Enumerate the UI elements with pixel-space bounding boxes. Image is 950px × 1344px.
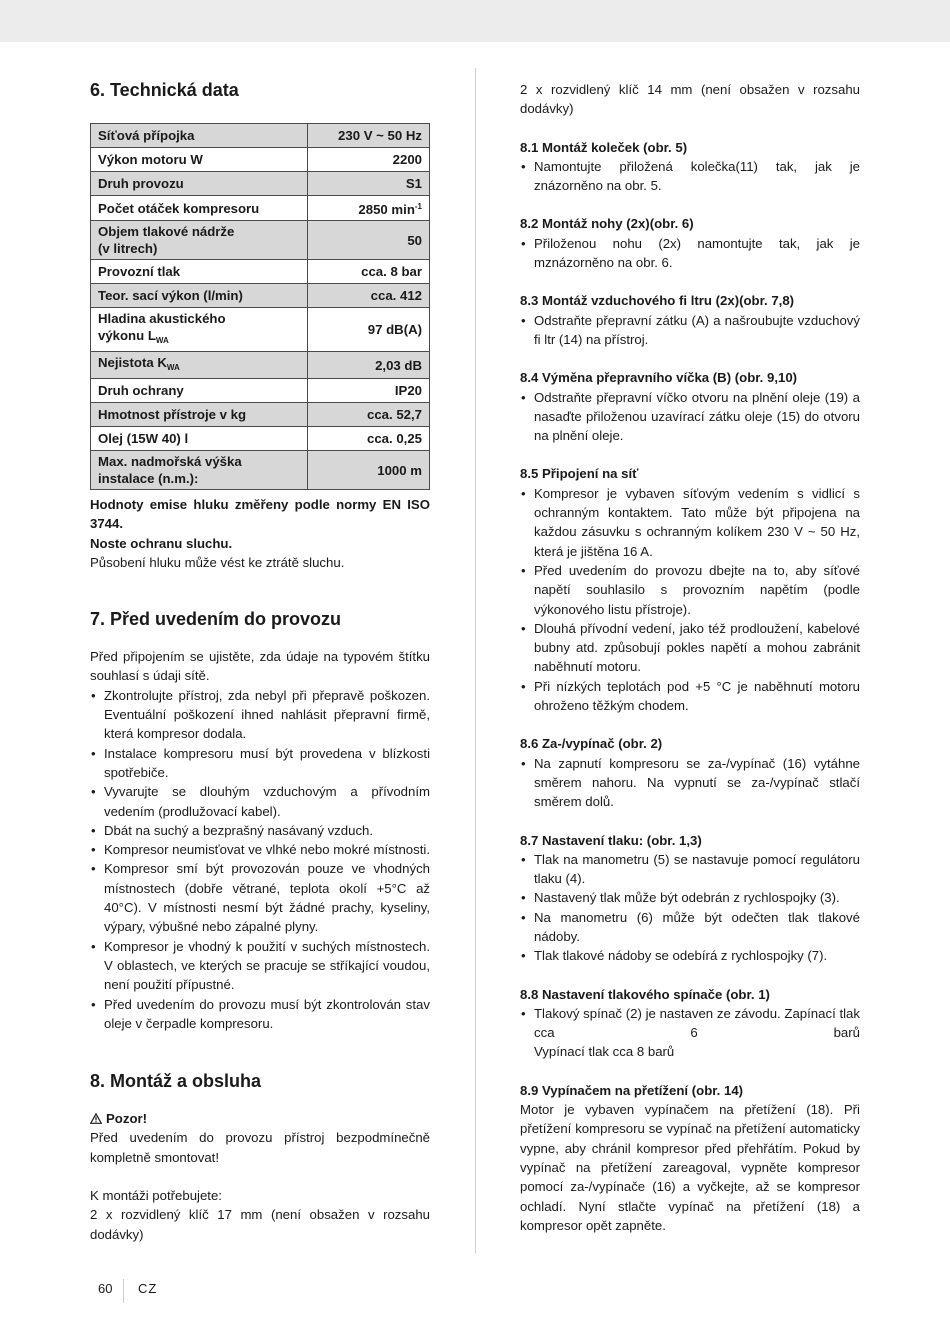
row-label: Druh ochrany bbox=[91, 379, 308, 403]
row-label: Hladina akustického výkonu $L_{WA}$ bbox=[91, 308, 308, 352]
noise-note: Hodnoty emise hluku změřeny podle normy EN ISO 3744. bbox=[90, 497, 430, 532]
tool-17mm: 2 x rozvidlený klíč 17 mm (není obsažen v rozsahu dodávky) bbox=[90, 1207, 430, 1242]
section-8-9-text: Motor je vybaven vypínačem na přetížení (18). Při přetížení kompresoru se vypínač na přetížení automaticky vypne, aby chránil kompresor před přehřátím. Pokud by vypínač na přetížení zareagoval, vypněte kompresor pomocí za-/vypínače (16) a vyčkejte, až se kompresor ochladí. Nyní stlačte vypínač na přetížení (18) a kompresor opět zapněte. bbox=[520, 1102, 860, 1233]
row-label: Druh provozu bbox=[91, 172, 308, 196]
section-8-1-title: 8.1 Montáž koleček (obr. 5) bbox=[520, 139, 688, 155]
row-label: Olej (15W 40) l bbox=[91, 427, 308, 451]
list-item: • Kompresor smí být provozován pouze ve vhodných místnostech (dobře větrané, teplota okolí +5°C až 40°C). V místnosti nesmí být žádné prachy, kyseliny, výpary, výbušné nebo zápalné plyny. bbox=[90, 859, 430, 936]
row-value: cca. 8 bar bbox=[308, 260, 430, 284]
row-label: Síťová přípojka bbox=[91, 124, 308, 148]
row-value: 2850 $\min^{-1}$ bbox=[308, 196, 430, 221]
table-row bbox=[91, 260, 430, 284]
section-6-title: 6. Technická data bbox=[90, 80, 239, 100]
section-8-7-title: 8.7 Nastavení tlaku: (obr. 1,3) bbox=[520, 832, 702, 848]
table-row bbox=[91, 196, 430, 221]
list-item: • Nastavený tlak může být odebrán z rychlospojky (3). bbox=[520, 888, 860, 907]
section-8-7-list bbox=[520, 850, 860, 966]
table-row bbox=[91, 221, 430, 260]
table-row bbox=[91, 352, 430, 379]
tools-needed: K montáži potřebujete: bbox=[90, 1188, 222, 1204]
section-8-2-list bbox=[520, 234, 860, 273]
table-row bbox=[91, 124, 430, 148]
table-row bbox=[91, 284, 430, 308]
list-item: • Při nízkých teplotách pod +5 °C je naběhnutí motoru ohroženo těžkým chodem. bbox=[520, 677, 860, 716]
row-value: IP20 bbox=[308, 379, 430, 403]
list-item: • Instalace kompresoru musí být provedena v blízkosti spotřebiče. bbox=[90, 744, 430, 783]
list-item: • Dlouhá přívodní vedení, jako též prodloužení, kabelové bubny atd. způsobují pokles napětí a mohou zabránit naběhnutí motoru. bbox=[520, 619, 860, 677]
list-item: • Přiloženou nohu (2x) namontujte tak, jak je mznázorněno na obr. 6. bbox=[520, 234, 860, 273]
section-8-1-list bbox=[520, 157, 860, 196]
section-8-4-title: 8.4 Výměna přepravního víčka (B) (obr. 9,10) bbox=[520, 370, 798, 386]
footer-divider bbox=[123, 1279, 124, 1303]
list-item: • Kompresor je vybaven síťovým vedením s vidlicí s ochranným kontaktem. Tato může být připojena na každou zásuvku s ochranným kolíkem 230 V ~ 50 Hz, která je jištěna 16 A. bbox=[520, 484, 860, 561]
table-row bbox=[91, 451, 430, 490]
row-label: Hmotnost přístroje v kg bbox=[91, 403, 308, 427]
list-item: • Před uvedením do provozu dbejte na to, aby síťové napětí souhlasilo s provozním napětím (podle výkonového listu přístroje). bbox=[520, 561, 860, 619]
right-column bbox=[520, 80, 860, 1235]
table-row bbox=[91, 379, 430, 403]
row-value: 2200 bbox=[308, 148, 430, 172]
noise-warning: Působení hluku může vést ke ztrátě sluchu. bbox=[90, 554, 345, 570]
warning-triangle-icon bbox=[90, 1110, 102, 1121]
row-value: S1 bbox=[308, 172, 430, 196]
table-row bbox=[91, 172, 430, 196]
row-label: Počet otáček kompresoru bbox=[91, 196, 308, 221]
section-7-list bbox=[90, 686, 430, 1033]
list-item: • Tlak tlakové nádoby se odebírá z rychlospojky (7). bbox=[520, 946, 860, 965]
list-item: • Odstraňte přepravní zátku (A) a našroubujte vzduchový fi ltr (14) na přístroj. bbox=[520, 311, 860, 350]
list-item: • Zkontrolujte přístroj, zda nebyl při přepravě poškozen. Eventuální poškození ihned nahlásit přepravní firmě, která kompresor dodala. bbox=[90, 686, 430, 744]
language-code: CZ bbox=[138, 1281, 158, 1296]
section-8-6-list bbox=[520, 754, 860, 812]
section-7-intro: Před připojením se ujistěte, zda údaje na typovém štítku souhlasí s údaji sítě. bbox=[90, 649, 430, 684]
list-item: • Na zapnutí kompresoru se za-/vypínač (16) vytáhne směrem nahoru. Na vypnutí se za-/vypínač stlačí směrem dolů. bbox=[520, 754, 860, 812]
hearing-protection-note: Noste ochranu sluchu. bbox=[90, 535, 233, 551]
section-8-4-list bbox=[520, 388, 860, 446]
warning-text: Před uvedením do provozu přístroj bezpodmínečně kompletně smontovat! bbox=[90, 1130, 430, 1165]
row-value: cca. 0,25 bbox=[308, 427, 430, 451]
row-label: Provozní tlak bbox=[91, 260, 308, 284]
column-divider bbox=[475, 68, 476, 1253]
page-number: 60 bbox=[98, 1281, 113, 1296]
section-8-8-list bbox=[520, 1004, 860, 1062]
table-row bbox=[91, 403, 430, 427]
row-value: 230 V ~ 50 Hz bbox=[308, 124, 430, 148]
left-column bbox=[90, 70, 430, 1244]
section-8-8-title: 8.8 Nastavení tlakového spínače (obr. 1) bbox=[520, 986, 770, 1002]
section-8-5-title: 8.5 Připojení na síť bbox=[520, 466, 639, 482]
section-8-3-title: 8.3 Montáž vzduchového fi ltru (2x)(obr. 7,8) bbox=[520, 293, 795, 309]
row-label: Teor. sací výkon (l/min) bbox=[91, 284, 308, 308]
list-item: • Před uvedením do provozu musí být zkontrolován stav oleje v čerpadle kompresoru. bbox=[90, 995, 430, 1034]
list-item: • Dbát na suchý a bezprašný nasávaný vzduch. bbox=[90, 821, 430, 840]
list-item: • Namontujte přiložená kolečka(11) tak, jak je znázorněno na obr. 5. bbox=[520, 157, 860, 196]
tool-14mm: 2 x rozvidlený klíč 14 mm (není obsažen v rozsahu dodávky) bbox=[520, 82, 860, 117]
row-value: cca. 412 bbox=[308, 284, 430, 308]
section-8-6-title: 8.6 Za-/vypínač (obr. 2) bbox=[520, 736, 663, 752]
row-label: Výkon motoru W bbox=[91, 148, 308, 172]
list-item: • Odstraňte přepravní víčko otvoru na plnění oleje (19) a nasaďte přiloženou uzavírací zátku oleje (15) do otvoru na plnění oleje. bbox=[520, 388, 860, 446]
row-label: Objem tlakové nádrže (v litrech) bbox=[91, 221, 308, 260]
top-bar bbox=[0, 0, 950, 42]
table-row bbox=[91, 148, 430, 172]
warning-heading: Pozor! bbox=[90, 1109, 430, 1128]
page-footer bbox=[98, 1281, 158, 1296]
section-8-5-list bbox=[520, 484, 860, 716]
table-row bbox=[91, 427, 430, 451]
list-item: • Na manometru (6) může být odečten tlak tlakové nádoby. bbox=[520, 908, 860, 947]
section-8-9-title: 8.9 Vypínačem na přetížení (obr. 14) bbox=[520, 1082, 744, 1098]
row-value: cca. 52,7 bbox=[308, 403, 430, 427]
section-8-title: 8. Montáž a obsluha bbox=[90, 1071, 262, 1092]
row-label: Max. nadmořská výška instalace (n.m.): bbox=[91, 451, 308, 490]
list-item: • Tlak na manometru (5) se nastavuje pomocí regulátoru tlaku (4). bbox=[520, 850, 860, 889]
row-value: 1000 m bbox=[308, 451, 430, 490]
row-value: 2,03 dB bbox=[308, 352, 430, 379]
row-value: 97 dB(A) bbox=[308, 308, 430, 352]
section-7-title: 7. Před uvedením do provozu bbox=[90, 609, 342, 630]
list-item: • Kompresor neumisťovat ve vlhké nebo mokré místnosti. bbox=[90, 840, 430, 859]
section-8-3-list bbox=[520, 311, 860, 350]
row-value: 50 bbox=[308, 221, 430, 260]
list-item: • Kompresor je vhodný k použití v suchých místnostech. V oblastech, ve kterých se pracuje se stříkající voudou, není použití přípustné. bbox=[90, 937, 430, 995]
table-row bbox=[91, 308, 430, 352]
tech-data-table bbox=[90, 123, 430, 490]
list-item: • Vyvarujte se dlouhým vzduchovým a přívodním vedením (prodlužovací kabel). bbox=[90, 782, 430, 821]
list-item: • Tlakový spínač (2) je nastaven ze závodu. Zapínací tlak cca 6 barů Vypínací tlak cca 8 barů bbox=[520, 1004, 860, 1062]
section-8-2-title: 8.2 Montáž nohy (2x)(obr. 6) bbox=[520, 216, 694, 232]
row-label: Nejistota $K_{WA}$ bbox=[91, 352, 308, 379]
